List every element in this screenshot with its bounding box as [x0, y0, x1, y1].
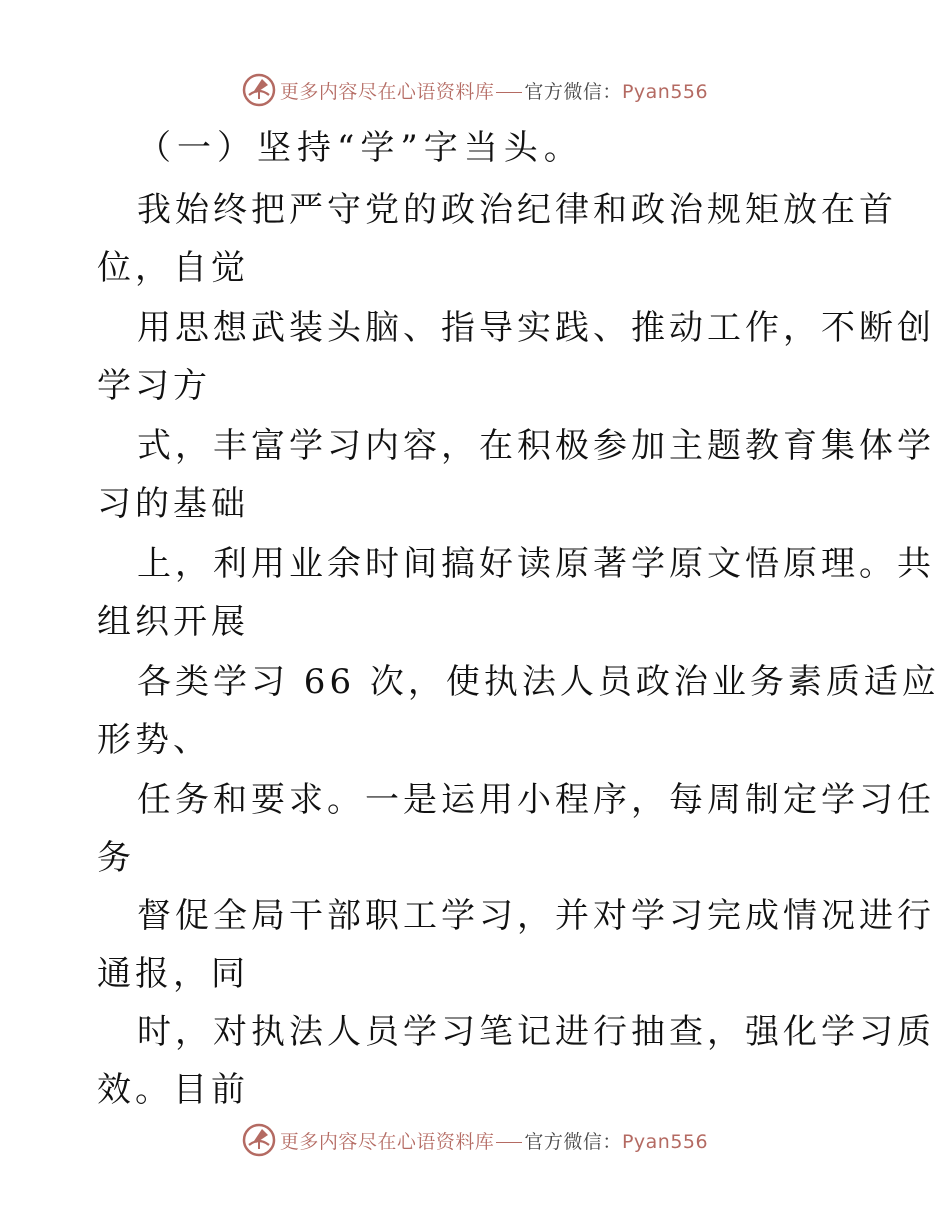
footer-banner [0, 1120, 950, 1160]
line-second: 位，自觉 [97, 248, 249, 288]
brand-text: 更多内容尽在心语资料库 [279, 1130, 495, 1153]
line-first: 时，对执法人员学习笔记进行抽查，强化学习质 [137, 1012, 935, 1052]
brand-text: 更多内容尽在心语资料库 [279, 80, 495, 103]
line-second: 务 [97, 838, 135, 878]
book-quill-icon [242, 1123, 276, 1157]
wechat-label: 官方微信： [524, 80, 622, 103]
wechat-id: Pyan556 [621, 80, 709, 103]
line-first: 我始终把严守党的政治纪律和政治规矩放在首 [137, 190, 897, 230]
banner-text [280, 1127, 708, 1154]
line-second: 组织开展 [97, 602, 249, 642]
line-first: 式，丰富学习内容，在积极参加主题教育集体学 [137, 426, 935, 466]
book-quill-icon [242, 73, 276, 107]
wechat-id: Pyan556 [621, 1130, 709, 1153]
line-first: 上，利用业余时间搞好读原著学原文悟原理。共 [137, 544, 935, 584]
header-banner [0, 70, 950, 110]
line-first: 各类学习 66 次，使执法人员政治业务素质适应 [137, 662, 940, 702]
wechat-label: 官方微信： [524, 1130, 622, 1153]
section-heading: （一）坚持“学”字当头。 [137, 128, 584, 168]
line-second: 学习方 [97, 366, 211, 406]
line-second: 通报，同 [97, 954, 249, 994]
line-second: 效。目前 [97, 1070, 249, 1110]
banner-dash [496, 92, 522, 93]
banner-text [280, 77, 708, 104]
line-second: 形势、 [97, 720, 211, 760]
line-first: 用思想武装头脑、指导实践、推动工作，不断创 [137, 308, 935, 348]
line-first: 督促全局干部职工学习，并对学习完成情况进行 [137, 896, 935, 936]
banner-dash [496, 1142, 522, 1143]
line-first: 任务和要求。一是运用小程序，每周制定学习任 [137, 780, 935, 820]
line-second: 习的基础 [97, 484, 249, 524]
